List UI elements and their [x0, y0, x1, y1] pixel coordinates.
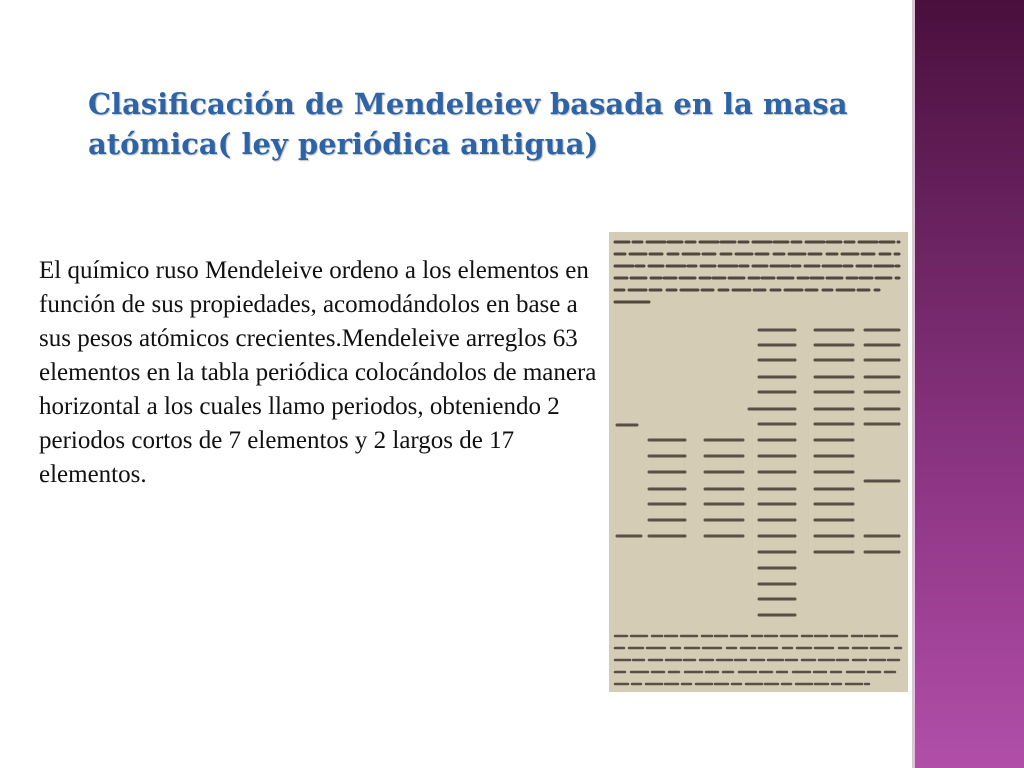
mendeleev-table-image [609, 232, 908, 692]
mendeleev-table-photo [609, 232, 908, 692]
slide-title: Clasificación de Mendeleiev basada en la masa atómica( ley periódica antigua) [88, 87, 848, 161]
slide-body-text: El químico ruso Mendeleive ordeno a los elementos en función de sus propiedades, acomodándolos en base a sus pesos atómicos crecientes.Mendeleive arreglos 63 elementos en la tabla periódica colocándolos de manera horizontal a los cuales llamo periodos, obteniendo 2 periodos cortos de 7 elementos y 2 largos de 17 elementos. [39, 257, 597, 488]
decorative-side-bar [912, 0, 1024, 768]
